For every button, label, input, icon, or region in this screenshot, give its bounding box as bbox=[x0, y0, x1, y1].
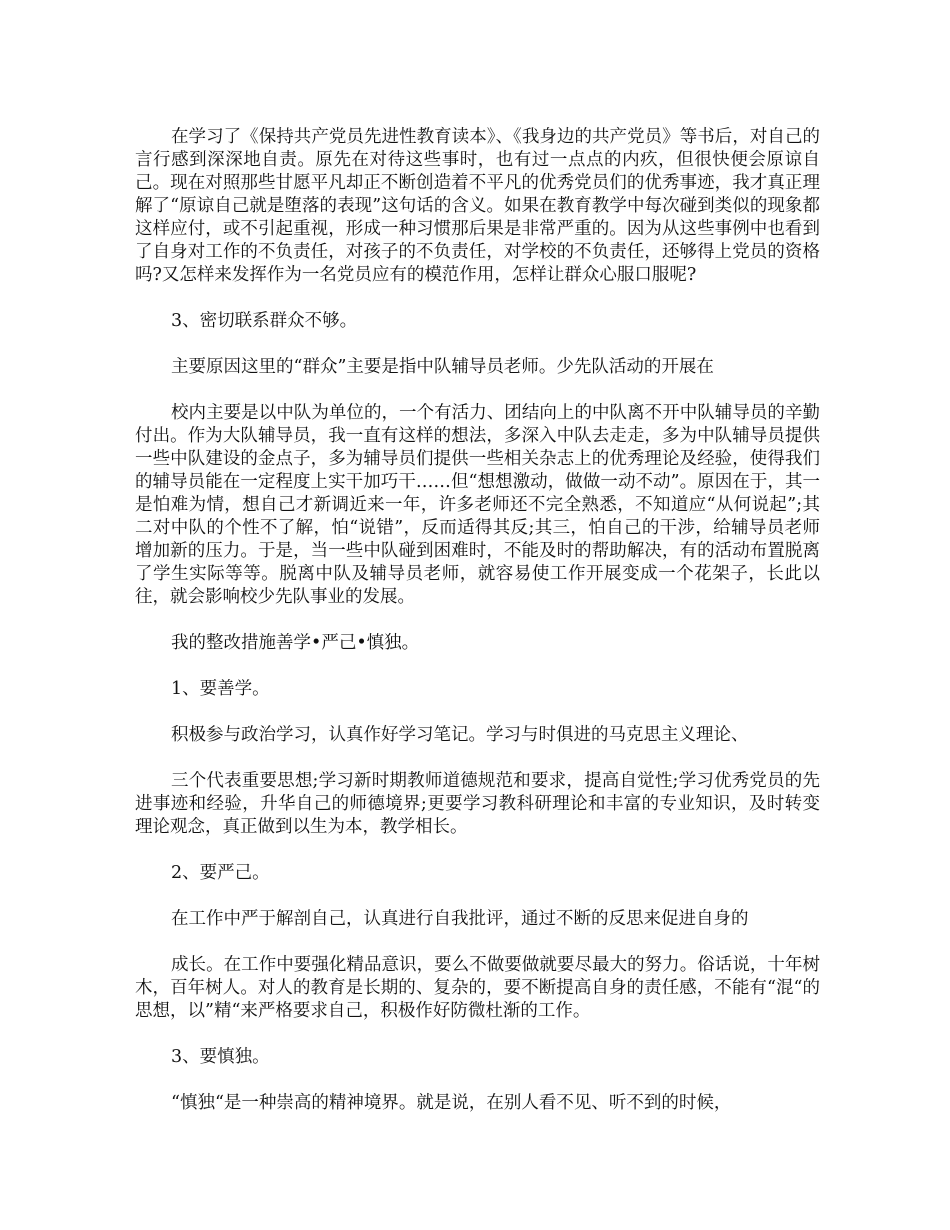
paragraph-strict-intro: 在工作中严于解剖自己，认真进行自我批评，通过不断的反思来促进自身的 bbox=[171, 909, 749, 929]
paragraph-masses-detail: 校内主要是以中队为单位的，一个有活力、团结向上的中队离不开中队辅导员的辛勤付出。作为大队辅导员，我一直有这样的想法，多深入中队去走走，多为中队辅导员提供一些中队建设的金点子，多为辅导员们提供一些相关杂志上的优秀理论及经验，使得我们的辅导员能在一定程度上实干加巧干……但“想想激动，做做一动不动”。原因在于，其一是怕难为情，想自己才新调近来一年，许多老师还不完全熟悉，不知道应“从何说起”;其二对中队的个性不了解，怕“说错”，反而适得其反;其三，怕自己的干涉，给辅导员老师增加新的压力。于是，当一些中队碰到困难时，不能及时的帮助解决，有的活动布置脱离了学生实际等等。脱离中队及辅导员老师，就容易使工作开展变成一个花架子，长此以往，就会影响校少先队事业的发展。 bbox=[135, 403, 820, 607]
document-body bbox=[135, 126, 820, 1138]
heading-strict: 2、要严己。 bbox=[171, 863, 270, 883]
paragraph-prudence: “慎独“是一种崇高的精神境界。就是说，在别人看不见、听不到的时候， bbox=[171, 1093, 732, 1113]
paragraph-masses-intro: 主要原因这里的“群众”主要是指中队辅导员老师。少先队活动的开展在 bbox=[171, 357, 714, 377]
paragraph-self-reflection: 在学习了《保持共产党员先进性教育读本》、《我身边的共产党员》等书后，对自己的言行感到深深地自责。原先在对待这些事时，也有过一点点的内疚，但很快便会原谅自己。现在对照那些甘愿平凡却正不断创造着不平凡的优秀党员们的优秀事迹，我才真正理解了“原谅自己就是堕落的表现”这句话的含义。如果在教育教学中每次碰到类似的现象都这样应付，或不引起重视，形成一种习惯那后果是非常严重的。因为从这些事例中也看到了自身对工作的不负责任，对孩子的不负责任，对学校的不负责任，还够得上党员的资格吗?又怎样来发挥作为一名党员应有的模范作用，怎样让群众心服口服呢? bbox=[135, 127, 820, 285]
paragraph-strict-detail: 成长。在工作中要强化精品意识，要么不做要做就要尽最大的努力。俗话说，十年树木，百年树人。对人的教育是长期的、复杂的，要不断提高自身的责任感，不能有“混“的思想，以”精“来严格要求自己，积极作好防微杜渐的工作。 bbox=[135, 955, 820, 1021]
paragraph-study-detail: 三个代表重要思想;学习新时期教师道德规范和要求，提高自觉性;学习优秀党员的先进事迹和经验，升华自己的师德境界;更要学习教科研理论和丰富的专业知识，及时转变理论观念，真正做到以生为本，教学相长。 bbox=[135, 771, 820, 837]
paragraph-study-intro: 积极参与政治学习，认真作好学习笔记。学习与时俱进的马克思主义理论、 bbox=[171, 725, 749, 745]
heading-point-3: 3、密切联系群众不够。 bbox=[171, 311, 358, 331]
heading-rectification: 我的整改措施善学•严己•慎独。 bbox=[171, 633, 420, 653]
heading-prudence: 3、要慎独。 bbox=[171, 1047, 270, 1067]
heading-study: 1、要善学。 bbox=[171, 679, 270, 699]
